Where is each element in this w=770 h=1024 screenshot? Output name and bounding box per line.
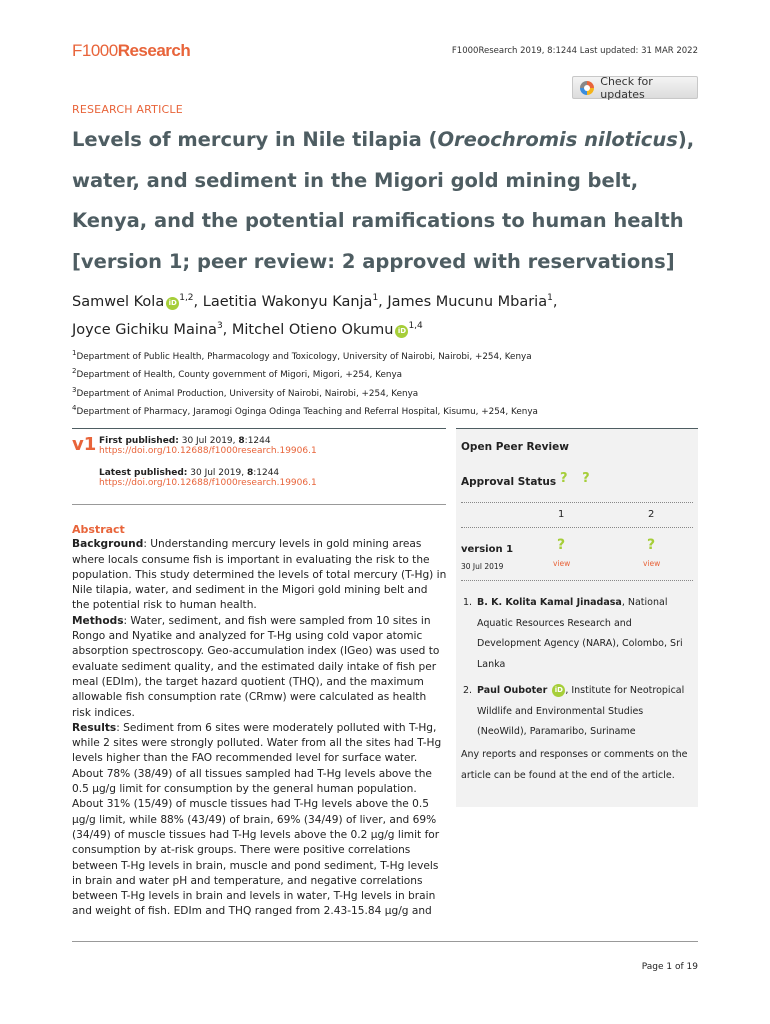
- first-doi-link[interactable]: https://doi.org/10.12688/f1000research.19906.1: [99, 446, 317, 456]
- article-type: RESEARCH ARTICLE: [72, 103, 183, 116]
- reviewer-item: 1. B. K. Kolita Kamal Jinadasa, National Aquatic Resources Research and Development Agency (NARA), Colombo, Sri Lanka: [463, 597, 683, 670]
- peer-review-title: Open Peer Review: [461, 441, 569, 453]
- latest-doi-link[interactable]: https://doi.org/10.12688/f1000research.19906.1: [99, 478, 317, 488]
- reservations-icon: ?: [557, 537, 566, 553]
- version-info: [72, 428, 446, 496]
- abstract-heading: Abstract: [72, 523, 125, 536]
- article-title: Levels of mercury in Nile tilapia (Oreochromis niloticus), water, and sediment in the Migori gold mining belt, Kenya, and the potential ramifications to human health [version 1; peer review: 2 approved with reservations]: [72, 128, 695, 273]
- abstract-background: Background: Understanding mercury levels in gold mining areas where locals consume fish is important in evaluating the risk to the population. This study determined the levels of total mercury (T-Hg) in Nile tilapia, water, and sediment in the Migori gold mining belt and the potential risk to human health.: [72, 538, 447, 612]
- orcid-icon[interactable]: iD: [395, 325, 408, 338]
- affiliation: $^4$Department of Pharmacy, Jaramogi Oginga Odinga Teaching and Referral Hospital, Kisumu, +254, Kenya: [72, 404, 538, 418]
- reviewer-col-2: 2: [648, 509, 655, 520]
- author-name[interactable]: Laetitia Wakonyu Kanja: [202, 293, 373, 310]
- author-name[interactable]: Mitchel Otieno Okumu: [231, 321, 394, 338]
- version-label: v1: [72, 434, 97, 455]
- view-report-2-link[interactable]: view: [643, 559, 661, 568]
- author-list: Samwel Kola iD $^{1,2}$, Laetitia Wakonyu Kanja$^1$, James Mucunu Mbaria$^1$, Joyce Gichiku Maina$^3$, Mitchel Otieno Okumu iD $^{1,4}$: [72, 293, 558, 338]
- divider: [72, 504, 446, 505]
- author-name[interactable]: Samwel Kola: [72, 293, 165, 310]
- check-for-updates-button[interactable]: [572, 76, 698, 99]
- page-number: Page 1 of 19: [641, 962, 698, 972]
- reservations-icon: ?: [647, 537, 656, 553]
- abstract: [72, 522, 448, 920]
- affiliations: [72, 346, 538, 420]
- orcid-icon[interactable]: iD: [166, 297, 179, 310]
- approval-status-icons: ? ?: [560, 471, 595, 486]
- open-peer-review-panel: [456, 428, 698, 807]
- approval-status-label: Approval Status: [461, 476, 557, 488]
- abstract-results: Results: Sediment from 6 sites were moderately polluted with T-Hg, while 2 sites were strongly polluted. Water from all the sites had T-Hg levels higher than the FAO recommended level for surface water. About 78% (38/49) of all tissues sampled had T-Hg levels above the 0.5 μg/g limit for consumption by the general human population. About 31% (15/49) of muscle tissues had T-Hg levels above the 0.5 μg/g limit, while 88% (43/49) of brain, 69% (34/49) of liver, and 69% (34/49) of muscle tissues had T-Hg levels above the 0.2 μg/g limit for consumption by at-risk groups. There were positive correlations between T-Hg levels in brain, muscle and pond sediment, T-Hg levels in brain and water pH and temperature, and negative correlations between T-Hg levels in brain and levels in water, T-Hg levels in brain and weight of fish. EDIm and THQ ranged from 2.43-15.84 μg/g and: [72, 721, 442, 918]
- reviewer-name[interactable]: B. K. Kolita Kamal Jinadasa: [477, 597, 622, 608]
- affiliation: $^1$Department of Public Health, Pharmacology and Toxicology, University of Nairobi, Nairobi, +254, Kenya: [72, 349, 532, 362]
- author-name[interactable]: James Mucunu Mbaria: [387, 293, 548, 310]
- orcid-icon[interactable]: iD: [552, 684, 565, 697]
- first-published: First published: 30 Jul 2019, 8:1244 https://doi.org/10.12688/f1000research.19906.1: [99, 436, 317, 456]
- version-row-date: 30 Jul 2019: [461, 562, 504, 571]
- updates-label: Check for updates: [600, 74, 653, 101]
- peer-review-note: Any reports and responses or comments on the article can be found at the end of the article.: [461, 749, 688, 781]
- reviewer-col-1: 1: [558, 509, 565, 520]
- view-report-1-link[interactable]: view: [553, 559, 571, 568]
- divider: [461, 502, 693, 503]
- reviewer-name[interactable]: Paul Ouboter: [477, 685, 548, 696]
- author-name[interactable]: Joyce Gichiku Maina: [72, 321, 217, 338]
- affiliation: $^3$Department of Animal Production, University of Nairobi, Nairobi, +254, Kenya: [72, 385, 419, 399]
- reviewer-item: 2. Paul Ouboter iD , Institute for Neotropical Wildlife and Environmental Studies (NeoWild), Paramaribo, Suriname: [463, 685, 685, 737]
- footer-divider: [72, 941, 698, 942]
- crossmark-icon: [577, 79, 596, 97]
- f1000-logo[interactable]: F1000Research: [72, 41, 191, 60]
- abstract-methods: Methods: Water, sediment, and fish were sampled from 10 sites in Rongo and Nyatike and analyzed for T-Hg using cold vapor atomic absorption spectroscopy. Geo-accumulation index (IGeo) was used to evaluate sediment quality, and the estimated daily intake of fish per meal (EDIm), the target hazard quotient (THQ), and the maximum allowable fish consumption rate (CRmw) were calculated as health risk indices.: [72, 614, 440, 719]
- reviewer-list: [461, 593, 693, 749]
- version-row-label: version 1: [461, 544, 514, 555]
- divider: [461, 527, 693, 528]
- latest-published: Latest published: 30 Jul 2019, 8:1244 https://doi.org/10.12688/f1000research.19906.1: [99, 468, 317, 488]
- header-meta: F1000Research 2019, 8:1244 Last updated: 31 MAR 2022: [451, 46, 698, 56]
- affiliation: $^2$Department of Health, County government of Migori, Migori, +254, Kenya: [72, 367, 403, 381]
- divider: [461, 580, 693, 581]
